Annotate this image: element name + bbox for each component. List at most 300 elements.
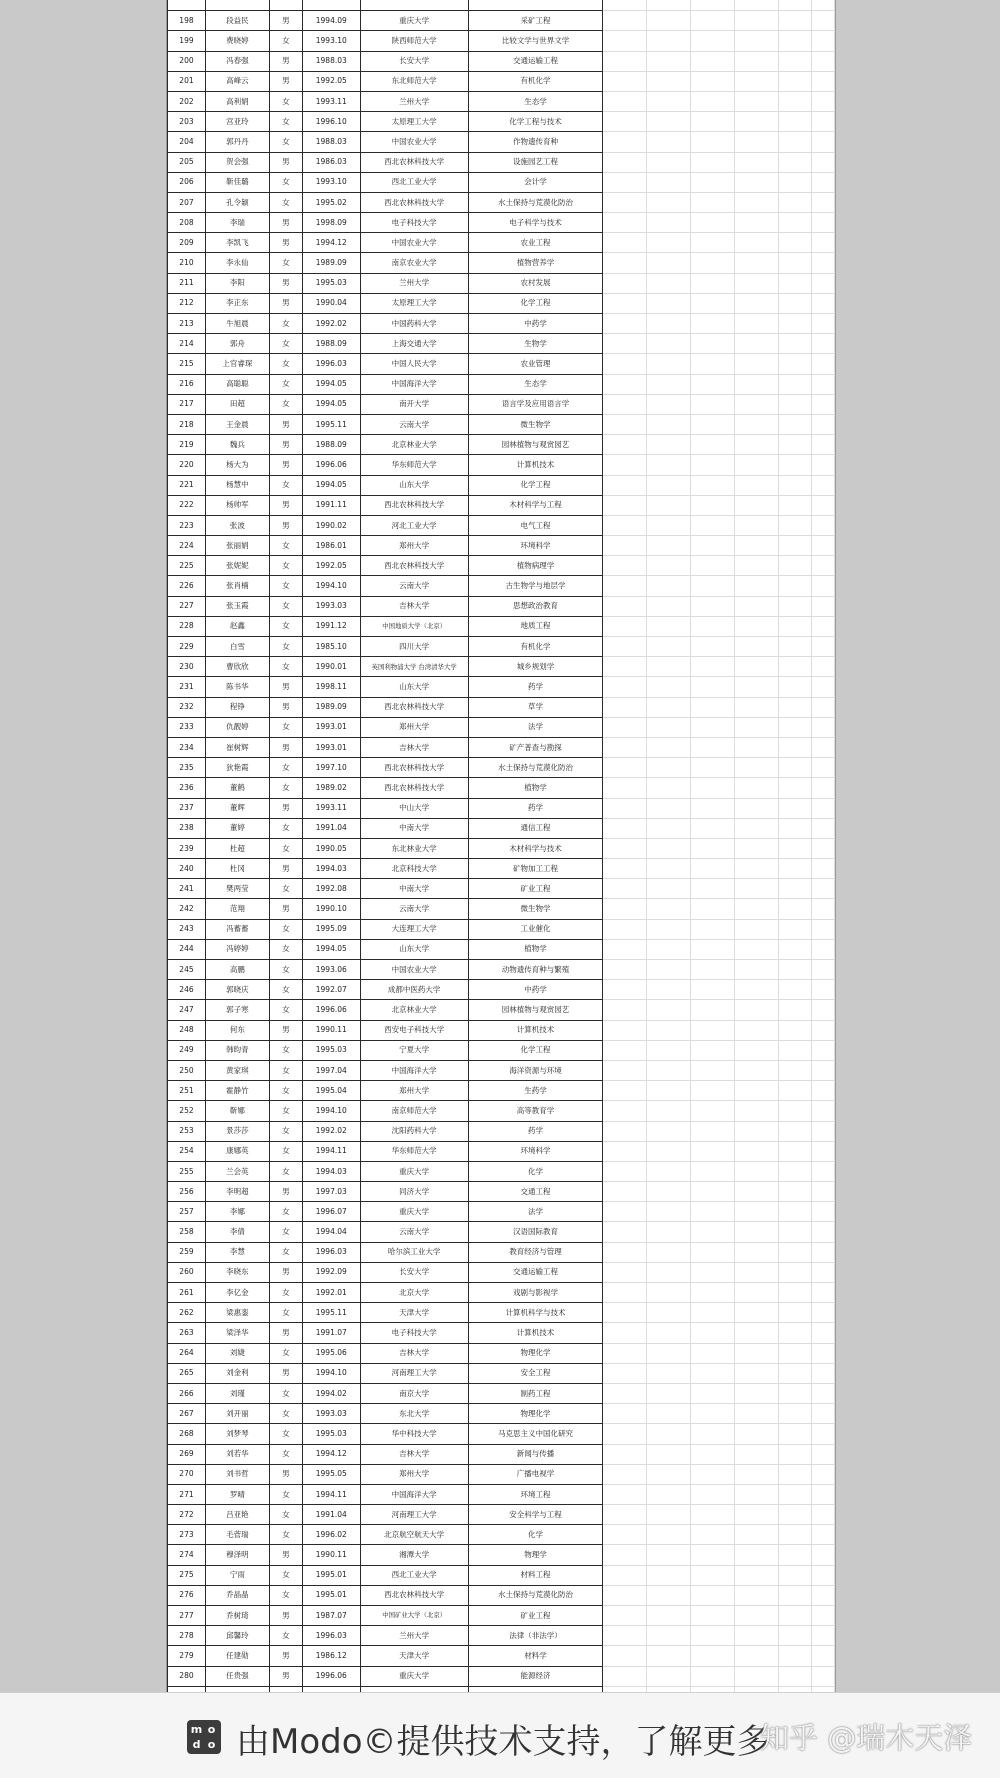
cell-university: 兰州大学	[360, 91, 468, 111]
cell-major: 能源经济	[468, 1666, 603, 1686]
cell-name: 李凯飞	[205, 233, 269, 253]
empty-cell	[779, 758, 812, 778]
empty-cell	[735, 71, 779, 91]
cell-gender: 女	[269, 536, 302, 556]
table-row	[168, 314, 835, 334]
cell-university: 河南理工大学	[360, 1363, 468, 1383]
empty-cell	[811, 1020, 834, 1040]
table-row	[168, 1444, 835, 1464]
table-row	[168, 556, 835, 576]
empty-cell	[735, 1020, 779, 1040]
empty-cell	[691, 859, 735, 879]
empty-cell	[779, 213, 812, 233]
empty-cell	[779, 394, 812, 414]
cell-major: 化学工程	[468, 1040, 603, 1060]
empty-cell	[603, 616, 647, 636]
empty-cell	[647, 1585, 691, 1605]
cell-birth-date: 1997.03	[302, 1182, 360, 1202]
cell-major: 通信工程	[468, 818, 603, 838]
empty-cell	[603, 71, 647, 91]
cell-major: 中药学	[468, 314, 603, 334]
empty-cell	[811, 1182, 834, 1202]
cell-name: 宫亚玲	[205, 112, 269, 132]
empty-cell	[811, 1505, 834, 1525]
cell-row-number: 245	[168, 960, 206, 980]
cell-row-number: 217	[168, 394, 206, 414]
empty-cell	[735, 637, 779, 657]
cell-university: 郑州大学	[360, 717, 468, 737]
cell-major: 水土保持与荒漠化防治	[468, 1585, 603, 1605]
cell-name: 董辉	[205, 798, 269, 818]
cell-university: 东北林业大学	[360, 838, 468, 858]
empty-cell	[735, 1585, 779, 1605]
cell-gender: 女	[269, 1060, 302, 1080]
cell-major: 生态学	[468, 91, 603, 111]
empty-cell	[691, 980, 735, 1000]
empty-cell	[647, 0, 691, 11]
empty-cell	[779, 354, 812, 374]
cell-name: 刘开丽	[205, 1404, 269, 1424]
empty-cell	[603, 556, 647, 576]
cell-university: 中国农业大学	[360, 132, 468, 152]
cell-birth-date: 1995.03	[302, 273, 360, 293]
empty-cell	[811, 0, 834, 11]
cell-row-number: 278	[168, 1626, 206, 1646]
empty-cell	[735, 1000, 779, 1020]
empty-cell	[603, 1626, 647, 1646]
empty-cell	[691, 1262, 735, 1282]
cell-name: 冯蓄蓄	[205, 919, 269, 939]
cell-major: 物理化学	[468, 1343, 603, 1363]
empty-cell	[735, 939, 779, 959]
table-row	[168, 576, 835, 596]
empty-cell	[603, 1444, 647, 1464]
table-row	[168, 192, 835, 212]
empty-cell	[735, 1182, 779, 1202]
cell-university: 西北工业大学	[360, 1565, 468, 1585]
empty-cell	[779, 0, 812, 11]
cell-major: 戏剧与影视学	[468, 1283, 603, 1303]
cell-name: 乔晶晶	[205, 1585, 269, 1605]
empty-cell	[603, 233, 647, 253]
cell-major: 水土保持与荒漠化防治	[468, 758, 603, 778]
cell-major: 城乡规划学	[468, 657, 603, 677]
cell-gender: 女	[269, 314, 302, 334]
cell-birth-date: 1988.03	[302, 51, 360, 71]
empty-cell	[603, 1646, 647, 1666]
empty-cell	[691, 0, 735, 11]
empty-cell	[811, 939, 834, 959]
table-row	[168, 31, 835, 51]
student-table	[167, 0, 835, 1692]
empty-cell	[779, 414, 812, 434]
empty-cell	[811, 556, 834, 576]
cell-row-number: 223	[168, 515, 206, 535]
cell-birth-date: 1994.05	[302, 394, 360, 414]
empty-cell	[735, 314, 779, 334]
cell-birth-date: 1996.06	[302, 1666, 360, 1686]
empty-cell	[735, 31, 779, 51]
empty-cell	[735, 657, 779, 677]
cell-row-number: 213	[168, 314, 206, 334]
empty-cell	[779, 960, 812, 980]
empty-cell	[811, 778, 834, 798]
empty-cell	[647, 1464, 691, 1484]
empty-cell	[647, 1020, 691, 1040]
empty-cell	[779, 1060, 812, 1080]
empty-cell	[603, 737, 647, 757]
empty-cell	[735, 1101, 779, 1121]
empty-cell	[779, 71, 812, 91]
empty-cell	[691, 556, 735, 576]
empty-cell	[811, 919, 834, 939]
cell-gender: 女	[269, 172, 302, 192]
empty-cell	[779, 1040, 812, 1060]
empty-cell	[779, 1626, 812, 1646]
table-row	[168, 394, 835, 414]
empty-cell	[691, 1161, 735, 1181]
empty-cell	[735, 374, 779, 394]
cell-birth-date: 1994.04	[302, 1222, 360, 1242]
empty-cell	[779, 1424, 812, 1444]
empty-cell	[603, 1020, 647, 1040]
cell-gender: 女	[269, 1081, 302, 1101]
empty-cell	[735, 1383, 779, 1403]
cell-university: 东北大学	[360, 1404, 468, 1424]
cell-university: 中国海洋大学	[360, 1484, 468, 1504]
empty-cell	[779, 1222, 812, 1242]
cell-row-number: 274	[168, 1545, 206, 1565]
table-row	[168, 697, 835, 717]
empty-cell	[603, 838, 647, 858]
empty-cell	[691, 1525, 735, 1545]
cell-gender: 女	[269, 1283, 302, 1303]
cell-row-number: 266	[168, 1383, 206, 1403]
empty-cell	[603, 414, 647, 434]
cell-university: 长安大学	[360, 51, 468, 71]
empty-cell	[691, 11, 735, 31]
empty-cell	[779, 1646, 812, 1666]
empty-cell	[735, 859, 779, 879]
cell-major: 矿业工程	[468, 1606, 603, 1626]
cell-row-number: 231	[168, 677, 206, 697]
empty-cell	[603, 899, 647, 919]
cell-major: 古生物学与地层学	[468, 576, 603, 596]
cell-university: 电子科技大学	[360, 213, 468, 233]
cell-name: 杨大为	[205, 455, 269, 475]
empty-cell	[779, 838, 812, 858]
cell-university: 重庆大学	[360, 1161, 468, 1181]
empty-cell	[811, 334, 834, 354]
empty-cell	[691, 1343, 735, 1363]
cell-gender: 女	[269, 1222, 302, 1242]
table-row	[168, 71, 835, 91]
cell-major: 水土保持与荒漠化防治	[468, 192, 603, 212]
cell-name: 樊两莹	[205, 879, 269, 899]
table-row	[168, 1505, 835, 1525]
empty-cell	[811, 253, 834, 273]
table-row	[168, 1000, 835, 1020]
cell-birth-date: 1990.02	[302, 515, 360, 535]
empty-cell	[811, 1646, 834, 1666]
cell-gender: 男	[269, 152, 302, 172]
empty-cell	[735, 293, 779, 313]
empty-cell	[735, 960, 779, 980]
empty-cell	[735, 132, 779, 152]
empty-cell	[779, 677, 812, 697]
empty-cell	[811, 51, 834, 71]
cell-university: 哈尔滨工业大学	[360, 1242, 468, 1262]
empty-cell	[603, 1202, 647, 1222]
cell-gender: 女	[269, 960, 302, 980]
cell-university: 吉林大学	[360, 1444, 468, 1464]
cell-row-number: 243	[168, 919, 206, 939]
cell-university: 天津大学	[360, 1303, 468, 1323]
empty-cell	[811, 1303, 834, 1323]
empty-cell	[779, 1363, 812, 1383]
empty-cell	[811, 1666, 834, 1686]
empty-cell	[691, 1545, 735, 1565]
cell-major: 有机化学	[468, 637, 603, 657]
cell-row-number: 279	[168, 1646, 206, 1666]
empty-cell	[811, 91, 834, 111]
empty-cell	[735, 1343, 779, 1363]
table-row	[168, 495, 835, 515]
empty-cell	[691, 1040, 735, 1060]
empty-cell	[735, 818, 779, 838]
cell-name: 霍静竹	[205, 1081, 269, 1101]
cell-name: 靳佳璐	[205, 172, 269, 192]
cell-gender: 男	[269, 414, 302, 434]
cell-major: 法学	[468, 717, 603, 737]
empty-cell	[811, 1525, 834, 1545]
cell-university: 中国海洋大学	[360, 1060, 468, 1080]
table-row	[168, 455, 835, 475]
cell-birth-date: 1989.02	[302, 778, 360, 798]
cell-gender: 女	[269, 1202, 302, 1222]
empty-cell	[691, 1585, 735, 1605]
empty-cell	[647, 536, 691, 556]
empty-cell	[691, 1404, 735, 1424]
empty-cell	[735, 1505, 779, 1525]
cell-birth-date: 1994.05	[302, 374, 360, 394]
empty-cell	[691, 374, 735, 394]
cell-gender: 女	[269, 1242, 302, 1262]
cell-major: 化学工程与技术	[468, 112, 603, 132]
empty-cell	[735, 172, 779, 192]
cell-birth-date: 1992.07	[302, 980, 360, 1000]
empty-cell	[603, 475, 647, 495]
table-row	[168, 11, 835, 31]
cell-major: 作物遗传育种	[468, 132, 603, 152]
cell-university: 电子科技大学	[360, 1323, 468, 1343]
table-row	[168, 132, 835, 152]
empty-cell	[779, 132, 812, 152]
empty-cell	[647, 152, 691, 172]
cell-university: 北京林业大学	[360, 435, 468, 455]
empty-cell	[735, 717, 779, 737]
empty-cell	[647, 1141, 691, 1161]
cell-gender: 男	[269, 899, 302, 919]
cell-name: 冯春强	[205, 51, 269, 71]
cell-major: 药学	[468, 677, 603, 697]
cell-university: 云南大学	[360, 1222, 468, 1242]
cell-gender: 女	[269, 1141, 302, 1161]
table-row	[168, 1343, 835, 1363]
cell-birth-date: 1994.02	[302, 1383, 360, 1403]
table-row	[168, 1383, 835, 1403]
cell-university: 陕西师范大学	[360, 31, 468, 51]
cell-major: 新闻与传播	[468, 1444, 603, 1464]
cell-row-number: 202	[168, 91, 206, 111]
footer-link-text[interactable]: 由Modo©提供技术支持，了解更多	[236, 1722, 771, 1762]
empty-cell	[603, 1484, 647, 1504]
empty-cell	[779, 495, 812, 515]
empty-cell	[691, 758, 735, 778]
table-row	[168, 737, 835, 757]
empty-cell	[779, 616, 812, 636]
empty-cell	[603, 1242, 647, 1262]
empty-cell	[603, 435, 647, 455]
table-row	[168, 1222, 835, 1242]
cell-university: 南京大学	[360, 1383, 468, 1403]
cell-row-number: 264	[168, 1343, 206, 1363]
empty-cell	[811, 859, 834, 879]
empty-cell	[735, 596, 779, 616]
empty-cell	[647, 960, 691, 980]
table-row	[168, 1646, 835, 1666]
empty-cell	[811, 1081, 834, 1101]
empty-cell	[647, 576, 691, 596]
empty-cell	[735, 394, 779, 414]
cell-university: 重庆大学	[360, 1202, 468, 1222]
empty-cell	[647, 1404, 691, 1424]
empty-cell	[779, 1323, 812, 1343]
cell-name: 王金晨	[205, 414, 269, 434]
cell-university: 中南大学	[360, 818, 468, 838]
table-row	[168, 1424, 835, 1444]
empty-cell	[811, 354, 834, 374]
cell-row-number: 259	[168, 1242, 206, 1262]
empty-cell	[811, 1121, 834, 1141]
cell-birth-date: 1990.11	[302, 1020, 360, 1040]
cell-name: 李明超	[205, 1182, 269, 1202]
empty-cell	[735, 980, 779, 1000]
table-row	[168, 1464, 835, 1484]
empty-cell	[691, 394, 735, 414]
cell-birth-date: 1994.12	[302, 1444, 360, 1464]
empty-cell	[779, 374, 812, 394]
cell-row-number: 256	[168, 1182, 206, 1202]
empty-cell	[691, 253, 735, 273]
cell-name: 景莎莎	[205, 1121, 269, 1141]
empty-cell	[603, 939, 647, 959]
empty-cell	[779, 233, 812, 253]
cell-name: 宁雨	[205, 1565, 269, 1585]
cell-birth-date: 1988.09	[302, 334, 360, 354]
cell-gender: 女	[269, 1383, 302, 1403]
cell-gender: 女	[269, 354, 302, 374]
cell-name: 毛菅瑞	[205, 1525, 269, 1545]
empty-cell	[779, 1242, 812, 1262]
cell-major: 矿物加工工程	[468, 859, 603, 879]
cell-name: 董婷	[205, 818, 269, 838]
cell-gender: 男	[269, 71, 302, 91]
empty-cell	[603, 697, 647, 717]
cell-major: 植物学	[468, 939, 603, 959]
cell-university: 吉林大学	[360, 737, 468, 757]
empty-cell	[691, 1484, 735, 1504]
cell-major: 农业管理	[468, 354, 603, 374]
cell-name: 高鹏	[205, 960, 269, 980]
cell-row-number: 246	[168, 980, 206, 1000]
table-row	[168, 1323, 835, 1343]
cell-gender: 女	[269, 919, 302, 939]
empty-cell	[647, 11, 691, 31]
cell-name: 梁泽华	[205, 1323, 269, 1343]
empty-cell	[811, 273, 834, 293]
empty-cell	[603, 1081, 647, 1101]
cell-name: 刘金利	[205, 1363, 269, 1383]
empty-cell	[735, 455, 779, 475]
cell-gender: 女	[269, 980, 302, 1000]
cell-row-number: 219	[168, 435, 206, 455]
empty-cell	[811, 374, 834, 394]
cell-row-number: 222	[168, 495, 206, 515]
empty-cell	[691, 737, 735, 757]
empty-cell	[779, 31, 812, 51]
cell-university: 西北农林科技大学	[360, 556, 468, 576]
empty-cell	[647, 273, 691, 293]
empty-cell	[735, 152, 779, 172]
cell-name: 张玉霞	[205, 596, 269, 616]
empty-cell	[735, 1161, 779, 1181]
cell-row-number: 208	[168, 213, 206, 233]
empty-cell	[603, 253, 647, 273]
empty-cell	[647, 1303, 691, 1323]
empty-cell	[735, 354, 779, 374]
cell-birth-date: 1994.11	[302, 1484, 360, 1504]
cell-row-number: 247	[168, 1000, 206, 1020]
table-row	[168, 1585, 835, 1605]
cell-name: 崔树辉	[205, 737, 269, 757]
cell-gender: 男	[269, 859, 302, 879]
empty-cell	[691, 1363, 735, 1383]
empty-cell	[811, 1141, 834, 1161]
empty-cell	[603, 495, 647, 515]
empty-cell	[779, 1525, 812, 1545]
cell-gender: 男	[269, 213, 302, 233]
empty-cell	[647, 939, 691, 959]
empty-cell	[647, 455, 691, 475]
empty-cell	[603, 980, 647, 1000]
empty-cell	[603, 879, 647, 899]
cell-gender: 女	[269, 879, 302, 899]
empty-cell	[603, 1404, 647, 1424]
empty-cell	[647, 71, 691, 91]
empty-cell	[735, 1303, 779, 1323]
table-row	[168, 354, 835, 374]
empty-cell	[811, 1222, 834, 1242]
cell-name: 邱馨玲	[205, 1626, 269, 1646]
cell-major: 计算机技术	[468, 455, 603, 475]
table-row	[168, 1363, 835, 1383]
table-row	[168, 939, 835, 959]
table-row	[168, 51, 835, 71]
empty-cell	[811, 495, 834, 515]
empty-cell	[735, 1444, 779, 1464]
empty-cell	[603, 192, 647, 212]
